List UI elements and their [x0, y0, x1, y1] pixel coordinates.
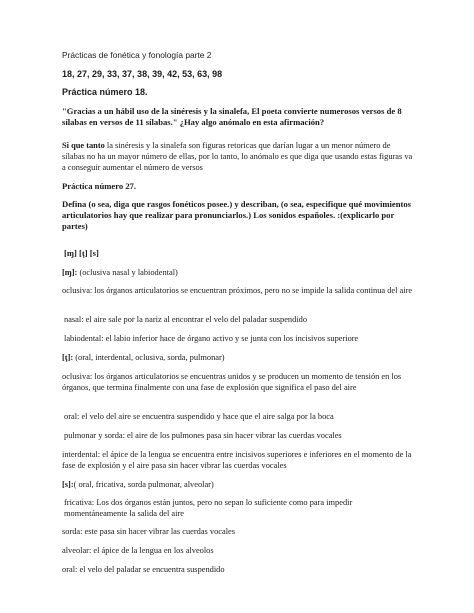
t-interdental: interdental: el ápice de la lengua se encuentra entre incisivos superiores e inferiores en el momento de la fase de explosión y el aire pasa sin hacer vibrar las cuerdas vocales — [62, 450, 412, 471]
practice-18-answer — [62, 140, 414, 174]
t-oral: oral: el velo del aire se encuentra suspendido y hace que el aire salga por la boca — [64, 412, 334, 421]
practice-27-prompt: Defina (o sea, diga que rasgos fonéticos posee.) y describan, (o sea, especifique qué movimientos articulatorios hay que realizar para pronunciarlos.) Los sonidos españoles. :(explicarlo por partes) — [62, 199, 411, 231]
phonetic-symbols-line: [ɱ] [ţ] [s] — [64, 248, 99, 258]
practice-18-quote: "Gracias a un hábil uso de la sinéresis y la sinalefa, El poeta convierte numerosos versos de 8 sílabas en versos de 11 sílabas." ¿Hay algo anómalo en esta afirmación? — [62, 106, 402, 127]
page-header: Prácticas de fonética y fonología parte 2 — [62, 50, 212, 60]
t-heading — [62, 352, 414, 363]
t-symbol: [ţ]: — [62, 353, 74, 362]
t-features: (oral, interdental, oclusiva, sorda, pulmonar) — [73, 353, 225, 362]
answer-text: la sinéresis y la sinalefa son figuras retoricas que darían lugar a un menor número de sílabas no ha un mayor número de ellas, por lo tanto, lo anómalo es que diga que usando estas figuras va a conseguir aumentar el número de versos — [62, 141, 413, 173]
practice-numbers-list: 18, 27, 29, 33, 37, 38, 39, 42, 53, 63, 98 — [62, 69, 223, 79]
t-oclusiva: oclusiva: los órganos articulatorios se encuentras unidos y se producen un momento de tensión en los órganos, que termina finalmente con una fase de explosión que significa el paso del aire — [62, 372, 402, 393]
m-features: (oclusiva nasal y labiodental) — [77, 268, 178, 277]
s-alveolar: alveolar: el ápice de la lengua en los alveolos — [62, 546, 214, 555]
answer-bold-lead: Si que tanto — [62, 141, 105, 150]
practice-27-title: Práctica número 27. — [62, 181, 137, 191]
m-oclusiva: oclusiva: los órganos articulatorios se encuentran próximos, pero no se impide la salida continua del aire — [62, 286, 413, 295]
s-symbol: [s]: — [62, 480, 74, 489]
s-features: ( oral, fricativa, sorda pulmonar, alveolar) — [73, 480, 214, 489]
m-symbol: [ɱ]: — [62, 268, 78, 277]
m-nasal: nasal: el aire sale por la nariz al encontrar el velo del paladar suspendido — [64, 315, 308, 324]
m-labiodental: labiodental: el labio inferior hace de órgano activo y se junta con los incisivos superiore — [64, 334, 359, 343]
practice-18-title: Práctica número 18. — [62, 87, 148, 97]
s-oral: oral: el velo del paladar se encuentra suspendido — [62, 565, 225, 574]
s-heading — [62, 479, 414, 490]
s-sorda: sorda: este pasa sin hacer vibrar las cuerdas vocales — [62, 527, 236, 536]
s-fricativa: fricativa: Los dos órganos están juntos, pero no sepan lo suficiente como para impedir momentáneamente la salida del aire — [64, 498, 353, 519]
t-pulmonar-sorda: pulmonar y sorda: el aire de los pulmones pasa sin hacer vibrar las cuerdas vocales — [64, 431, 342, 440]
m-heading — [62, 267, 414, 278]
